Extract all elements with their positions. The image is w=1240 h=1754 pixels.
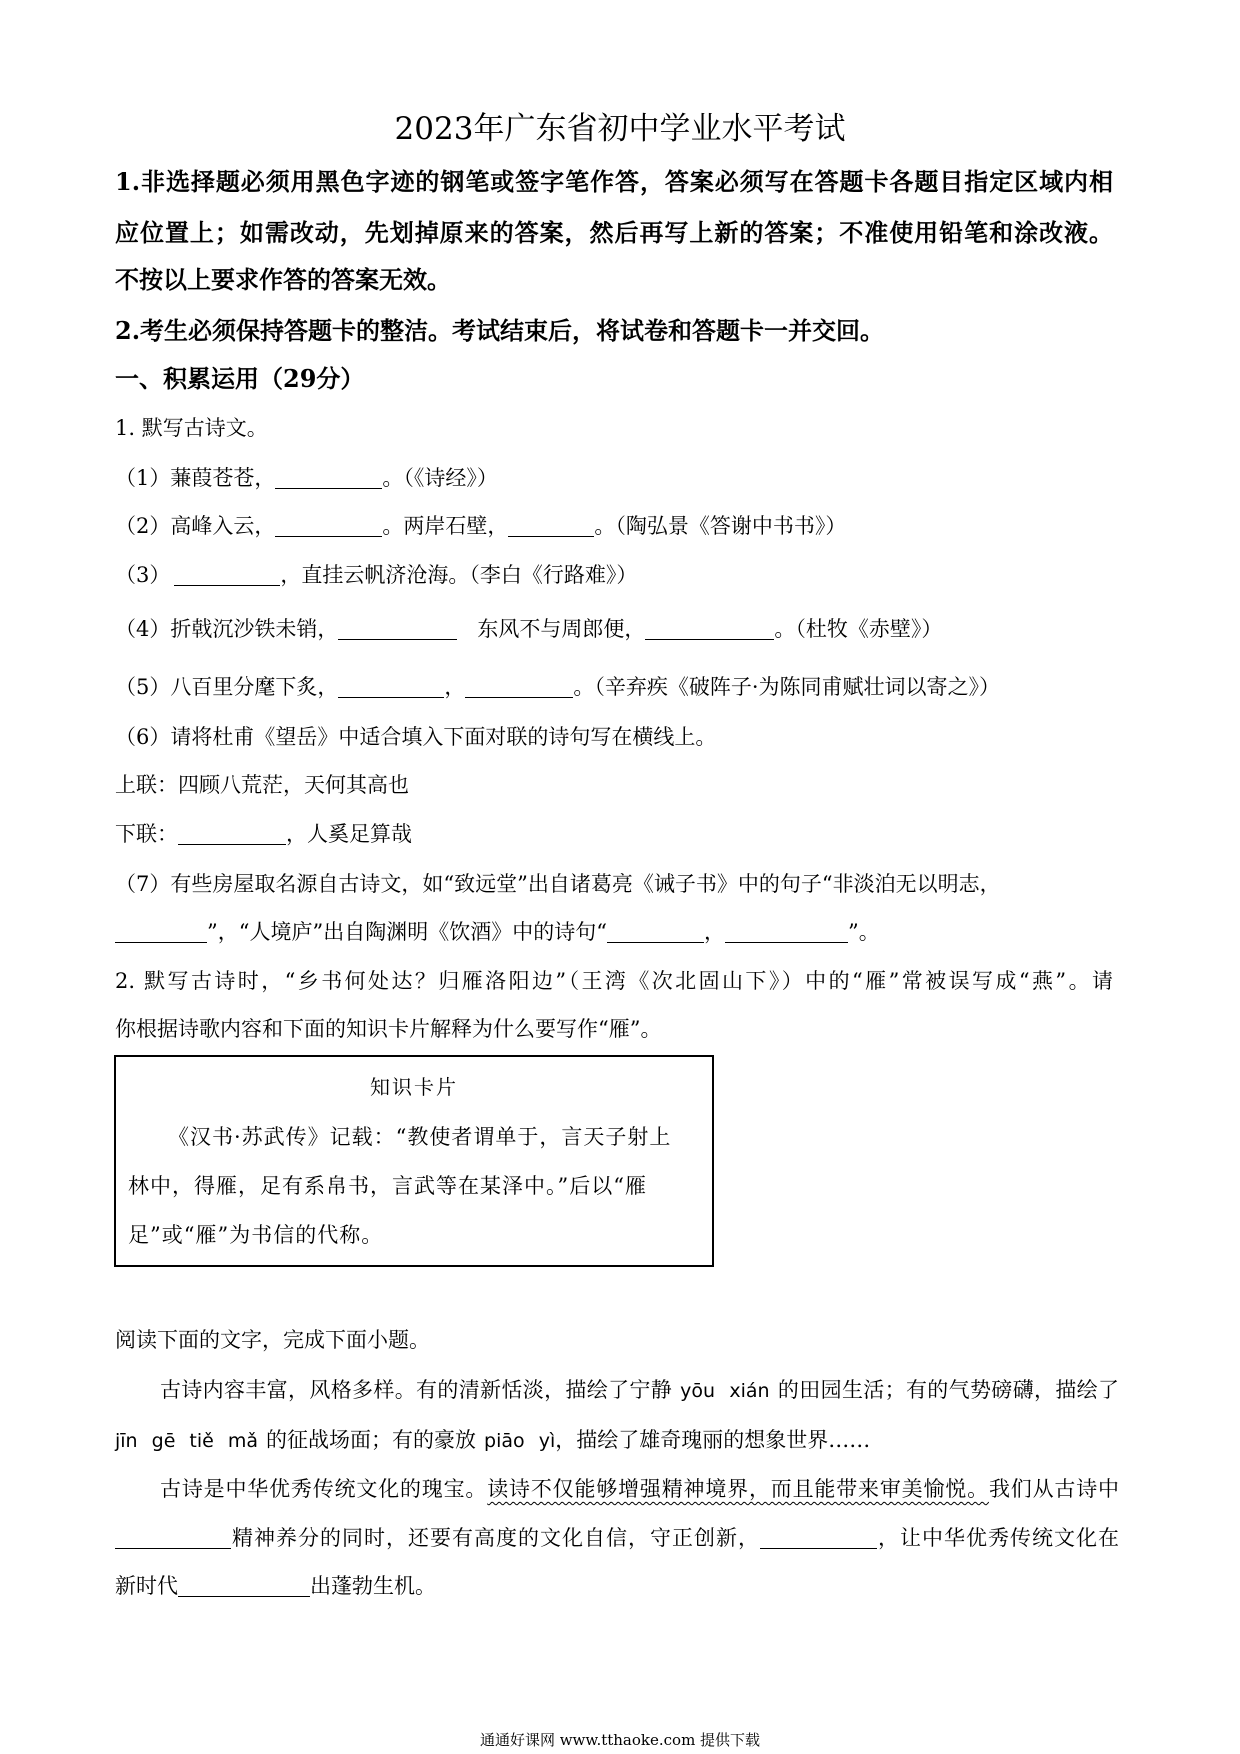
- notice-item-1-line-1: 1.非选择题必须用黑色字迹的钢笔或签字笔作答，答案必须写在答题卡各题目指定区域内相: [115, 167, 1113, 196]
- answer-blank: [725, 924, 848, 943]
- knowledge-card: [114, 1055, 714, 1267]
- reading-intro: 阅读下面的文字，完成下面小题。: [115, 1328, 430, 1352]
- knowledge-card-line-3: 足”或“雁”为书信的代称。: [128, 1223, 384, 1247]
- q1-item-7-comma: ，: [703, 920, 725, 944]
- answer-blank: [275, 518, 382, 537]
- page-footer: 通通好课网 www.tthaoke.com 提供下载: [479, 1731, 761, 1749]
- answer-blank: [465, 679, 573, 698]
- q1-item-4: [115, 615, 942, 643]
- q1-item-2-middle: 。两岸石壁，: [382, 514, 509, 538]
- q1-item-1-text: （1）蒹葭苍苍，: [115, 466, 276, 490]
- passage-para-2-line-2: [115, 1524, 1119, 1552]
- passage-text: 我们从古诗中: [988, 1477, 1120, 1501]
- q1-item-1-source: 。（《诗经》）: [382, 466, 498, 490]
- q1-item-4-middle: 东风不与周郎便，: [477, 617, 646, 641]
- answer-blank: [607, 924, 704, 943]
- q1-item-3-text: ，直挂云帆济沧海。（李白《行路难》）: [280, 563, 638, 587]
- section-heading: 一、积累运用（29分）: [115, 364, 365, 393]
- passage-text: ，让中华优秀传统文化在: [877, 1526, 1119, 1550]
- q1-item-5: [115, 673, 1000, 701]
- q1-item-2: [115, 512, 846, 540]
- passage-text: 出蓬勃生机。: [310, 1574, 436, 1598]
- q1-item-7-line-2: [115, 918, 880, 946]
- q1-item-7-text: ”，“人境庐”出自陶渊明《饮酒》中的诗句“: [207, 920, 607, 944]
- q2-line-2: 你根据诗歌内容和下面的知识卡片解释为什么要写作“雁”。: [115, 1017, 662, 1041]
- pinyin-youxian: yōu xián: [680, 1380, 770, 1402]
- upper-couplet: 上联：四顾八荒茫，天何其高也: [115, 773, 409, 797]
- q1-item-3: [115, 561, 637, 589]
- answer-blank: [178, 826, 286, 845]
- q1-item-4-source: 。（杜牧《赤壁》）: [774, 617, 943, 641]
- answer-blank: [174, 567, 280, 586]
- wavy-underlined-sentence: 读诗不仅能够增强精神境界，而且能带来审美愉悦。: [487, 1477, 989, 1501]
- passage-text: 新时代: [115, 1574, 178, 1598]
- q1-item-6-prompt: （6）请将杜甫《望岳》中适合填入下面对联的诗句写在横线上。: [115, 725, 717, 749]
- passage-text: 的征战场面；有的豪放: [266, 1428, 477, 1452]
- q1-item-7-end: ”。: [847, 920, 880, 944]
- passage-text: 精神养分的同时，还要有高度的文化自信，守正创新，: [231, 1526, 760, 1550]
- q1-item-5-source: 。（辛弃疾《破阵子·为陈同甫赋壮词以寄之》）: [573, 675, 1001, 699]
- passage-para-1-line-1: [160, 1376, 1119, 1405]
- q1-item-5-text: （5）八百里分麾下炙，: [115, 675, 339, 699]
- pinyin-piaoyi: piāo yì: [484, 1430, 556, 1452]
- q1-item-4-text: （4）折戟沉沙铁未销，: [115, 617, 339, 641]
- pinyin-jingetiema: jīn gē tiě mǎ: [115, 1430, 259, 1452]
- answer-blank: [178, 1578, 310, 1597]
- knowledge-card-line-1: 《汉书·苏武传》记载：“教使者谓单于，言天子射上: [168, 1125, 672, 1149]
- answer-blank: [338, 621, 457, 640]
- answer-blank: [275, 470, 382, 489]
- notice-item-1-line-3: 不按以上要求作答的答案无效。: [115, 265, 451, 294]
- answer-blank: [508, 518, 594, 537]
- exam-title: 2023年广东省初中学业水平考试: [394, 111, 846, 147]
- lower-couplet: [115, 820, 412, 848]
- passage-text: 古诗内容丰富，风格多样。有的清新恬淡，描绘了宁静: [160, 1378, 673, 1402]
- notice-item-1-line-2: 应位置上；如需改动，先划掉原来的答案，然后再写上新的答案；不准使用铅笔和涂改液。: [115, 218, 1113, 247]
- passage-text: 古诗是中华优秀传统文化的瑰宝。: [160, 1477, 488, 1501]
- answer-blank: [760, 1530, 877, 1549]
- passage-para-1-line-2: [115, 1426, 870, 1455]
- lower-couplet-text: ，人奚足算哉: [286, 822, 412, 846]
- answer-blank: [115, 1530, 231, 1549]
- passage-para-2-line-1: [160, 1475, 1119, 1503]
- answer-blank: [338, 679, 444, 698]
- passage-text: ，描绘了雄奇瑰丽的想象世界……: [555, 1428, 871, 1452]
- knowledge-card-title: 知识卡片: [370, 1075, 458, 1099]
- answer-blank: [115, 924, 207, 943]
- q1-item-2-source: 。（陶弘景《答谢中书书》）: [594, 514, 847, 538]
- passage-text: 的田园生活；有的气势磅礴，描绘了: [777, 1378, 1119, 1402]
- q1-item-7-line-1: （7）有些房屋取名源自古诗文，如“致远堂”出自诸葛亮《诫子书》中的句子“非淡泊无以明志，: [115, 872, 1001, 896]
- q1-item-5-middle: ，: [444, 675, 466, 699]
- answer-blank: [645, 621, 774, 640]
- knowledge-card-line-2: 林中，得雁，足有系帛书，言武等在某泽中。”后以“雁: [128, 1174, 647, 1198]
- passage-para-2-line-3: [115, 1572, 436, 1600]
- q2-line-1: 2. 默写古诗时，“乡书何处达？归雁洛阳边”（王湾《次北固山下》）中的“雁”常被误写成“燕”。请: [115, 969, 1113, 993]
- q1-item-3-number: （3）: [115, 563, 171, 587]
- q1-stem: 1. 默写古诗文。: [115, 416, 268, 440]
- lower-couplet-label: 下联：: [115, 822, 178, 846]
- q1-item-1: [115, 464, 498, 492]
- notice-item-2: 2.考生必须保持答题卡的整洁。考试结束后，将试卷和答题卡一并交回。: [115, 316, 885, 345]
- q1-item-2-text: （2）高峰入云，: [115, 514, 276, 538]
